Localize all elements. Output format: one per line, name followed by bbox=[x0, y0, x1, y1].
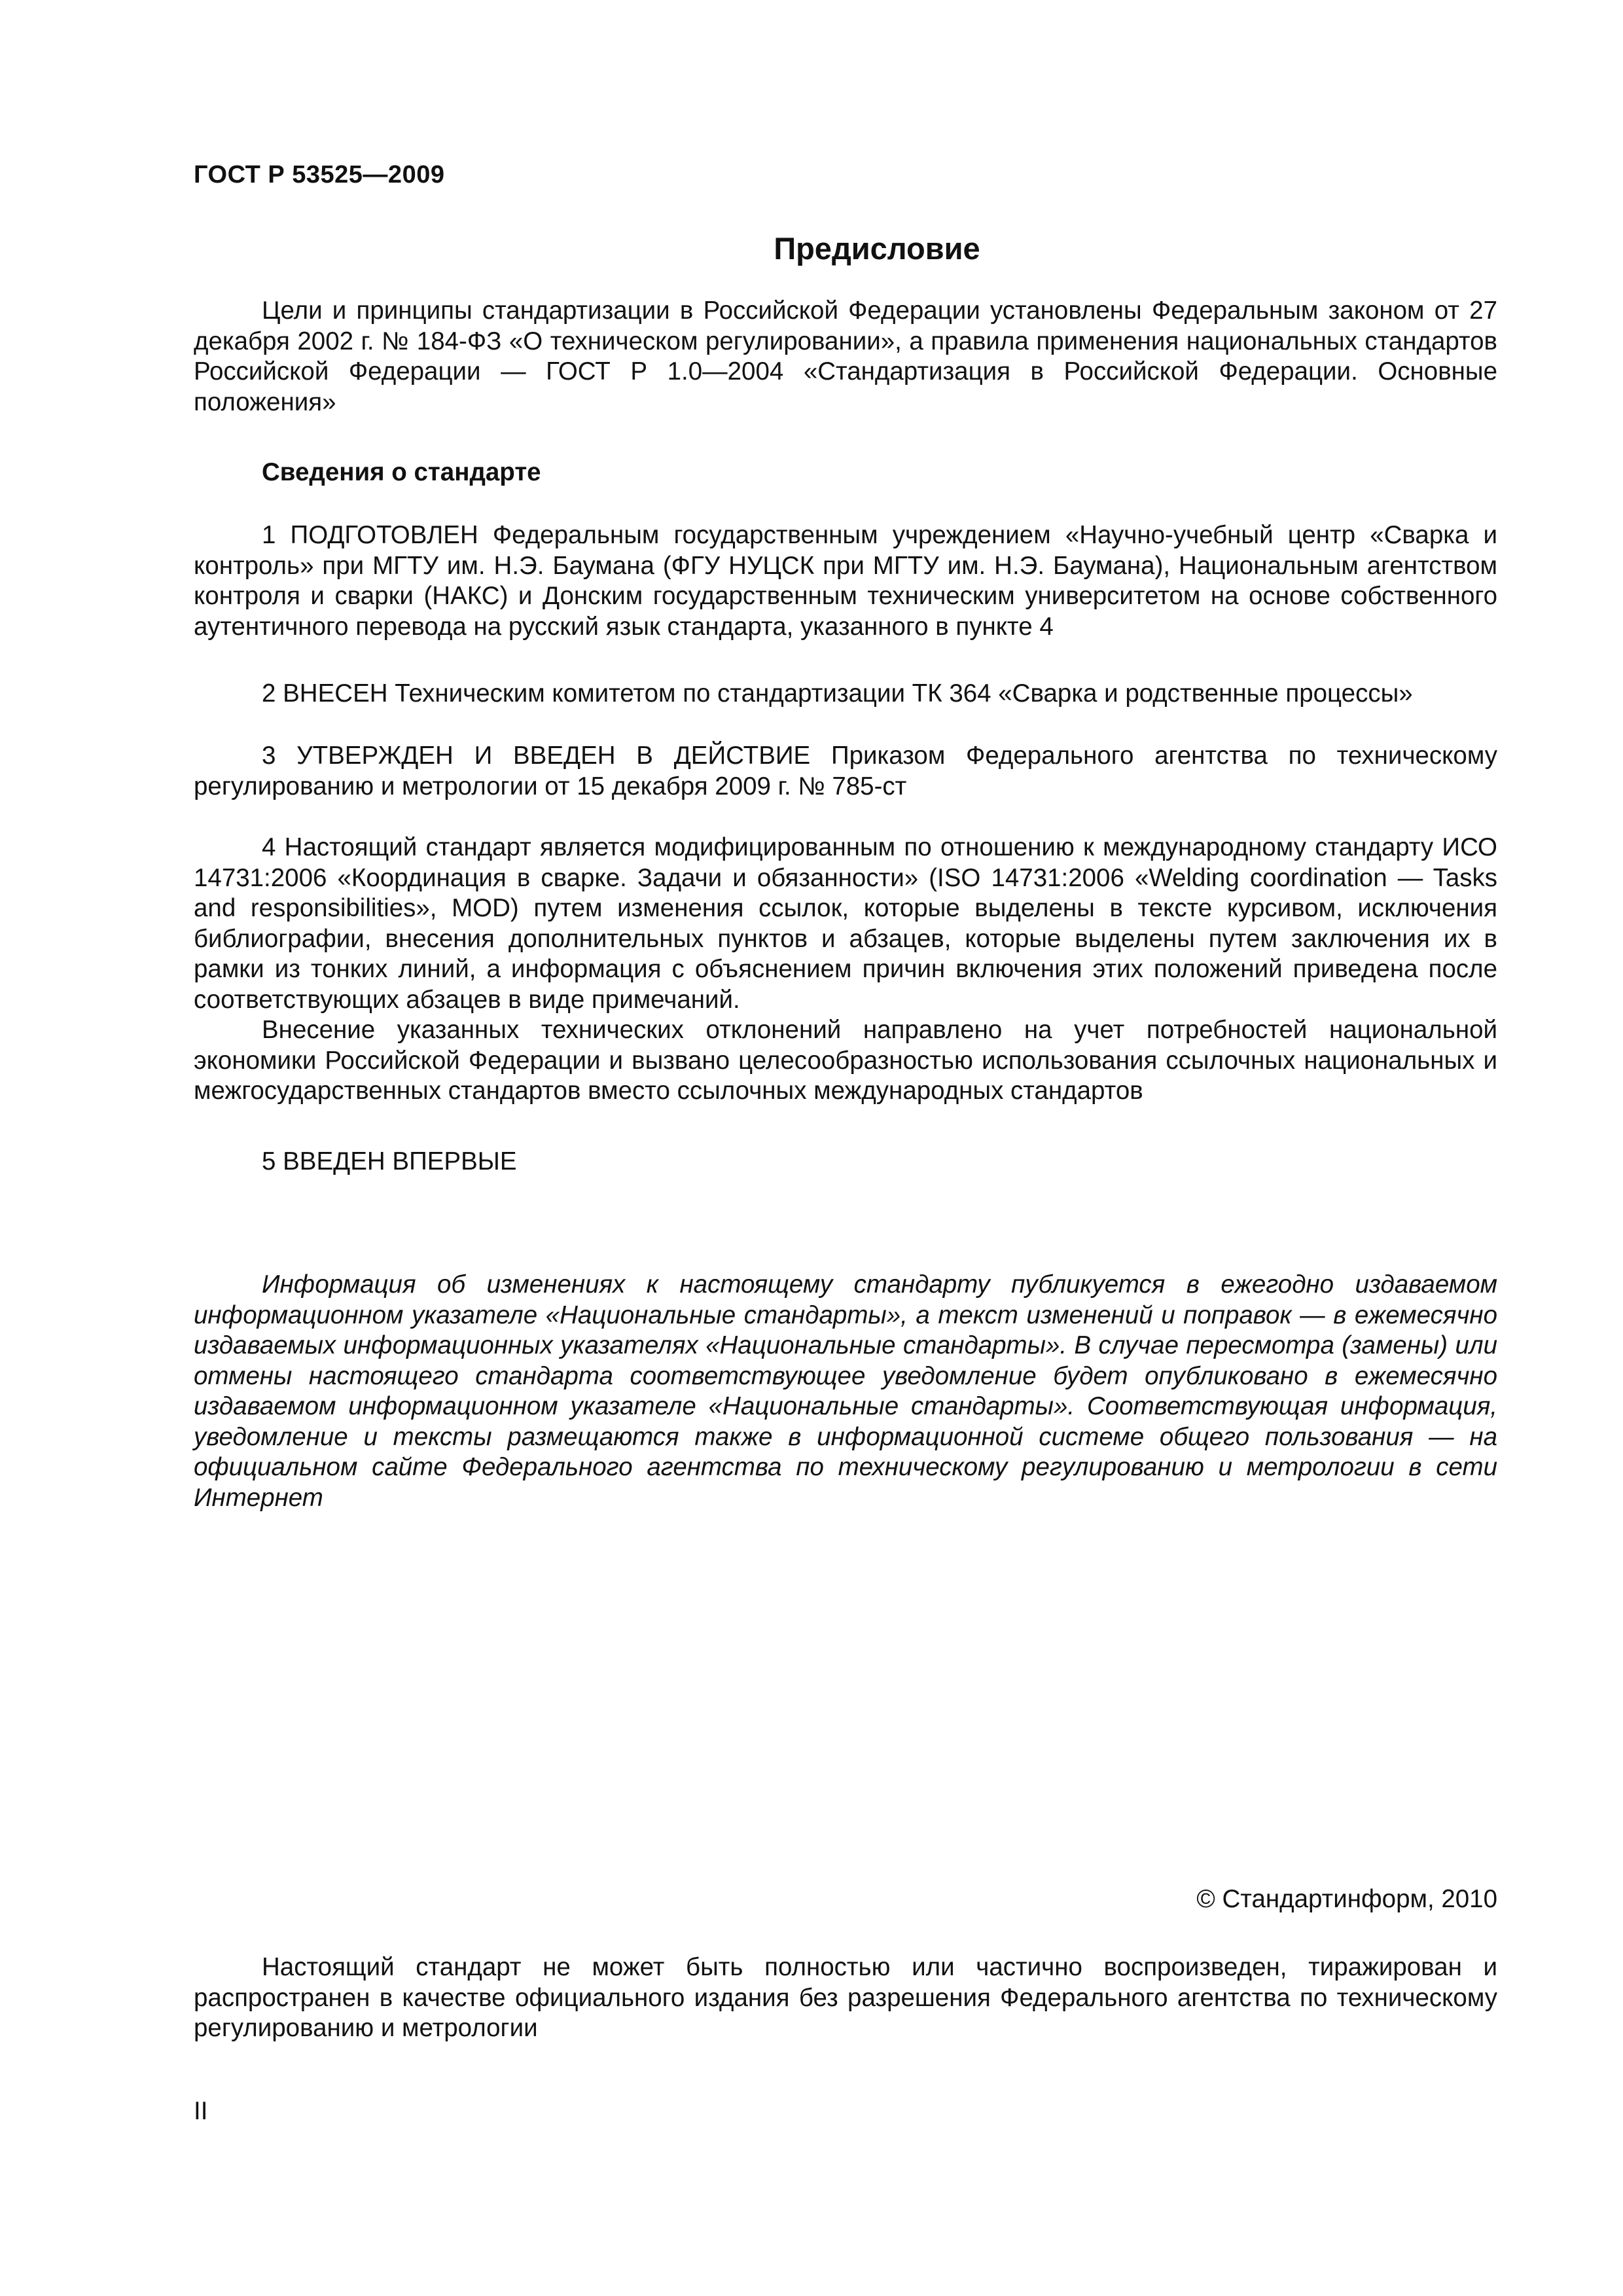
reproduction-notice-text: Настоящий стандарт не может быть полностью или частично воспроизведен, тиражирован и распространен в качестве официального издания без разрешения Федерального агентства по техническому регулированию и метрологии bbox=[194, 1953, 1497, 2042]
intro-text: Цели и принципы стандартизации в Российской Федерации установлены Федеральным законом от 27 декабря 2002 г. № 184-ФЗ «О техническом регулировании», а правила применения национальных стандартов Российской Федерации — ГОСТ Р 1.0—2004 «Стандартизация в Российской Федерации. Основные положения» bbox=[194, 296, 1497, 416]
copyright-line: © Стандартинформ, 2010 bbox=[1196, 1885, 1497, 1913]
document-code: ГОСТ Р 53525—2009 bbox=[194, 161, 445, 188]
item-5 bbox=[194, 1147, 1497, 1177]
item-2 bbox=[194, 679, 1497, 709]
standard-info-heading: Сведения о стандарте bbox=[262, 458, 541, 486]
item-3 bbox=[194, 741, 1497, 802]
page-number: II bbox=[194, 2097, 208, 2125]
item-5-text: 5 ВВЕДЕН ВПЕРВЫЕ bbox=[262, 1147, 517, 1175]
item-4-text: 4 Настоящий стандарт является модифицированным по отношению к международному стандарту ИСО 14731:2006 «Координация в сварке. Задачи и обязанности» (ISO 14731:2006 «Welding coordination — Tasks and responsibilities», MOD) путем изменения ссылок, которые выделены в тексте курсивом, исключения библиографии, внесения дополнительных пунктов и абзацев, которые выделены путем заключения их в рамки из тонких линий, а информация с объяснением причин включения этих положений приведена после соответствующих абзацев в виде примечаний. bbox=[194, 833, 1497, 1014]
item-3-text: 3 УТВЕРЖДЕН И ВВЕДЕН В ДЕЙСТВИЕ Приказом Федерального агентства по техническому регулированию и метрологии от 15 декабря 2009 г. № 785-ст bbox=[194, 742, 1497, 800]
item-1 bbox=[194, 520, 1497, 642]
item-1-text: 1 ПОДГОТОВЛЕН Федеральным государственным учреждением «Научно-учебный центр «Сварка и контроль» при МГТУ им. Н.Э. Баумана (ФГУ НУЦСК при МГТУ им. Н.Э. Баумана), Национальным агентством контроля и сварки (НАКС) и Донским государственным техническим университетом на основе собственного аутентичного перевода на русский язык стандарта, указанного в пункте 4 bbox=[194, 521, 1497, 641]
item-4 bbox=[194, 833, 1497, 1107]
reproduction-notice bbox=[194, 1952, 1497, 2044]
intro-paragraph bbox=[194, 296, 1497, 418]
info-notice bbox=[194, 1270, 1497, 1513]
item-4-note: Внесение указанных технических отклонений направлено на учет потребностей национальной экономики Российской Федерации и вызвано целесообразностью использования ссылочных национальных и межгосударственных стандартов вместо ссылочных международных стандартов bbox=[194, 1016, 1497, 1105]
info-notice-text: Информация об изменениях к настоящему стандарту публикуется в ежегодно издаваемом информационном указателе «Национальные стандарты», а текст изменений и поправок — в ежемесячно издаваемых информационных указателях «Национальные стандарты». В случае пересмотра (замены) или отмены настоящего стандарта соответствующее уведомление будет опубликовано в ежемесячно издаваемом информационном указателе «Национальные стандарты». Соответствующая информация, уведомление и тексты размещаются также в информационной системе общего пользования — на официальном сайте Федерального агентства по техническому регулированию и метрологии в сети Интернет bbox=[194, 1270, 1497, 1512]
item-2-text: 2 ВНЕСЕН Техническим комитетом по стандартизации ТК 364 «Сварка и родственные процессы» bbox=[262, 679, 1413, 708]
page-title: Предисловие bbox=[774, 231, 980, 266]
